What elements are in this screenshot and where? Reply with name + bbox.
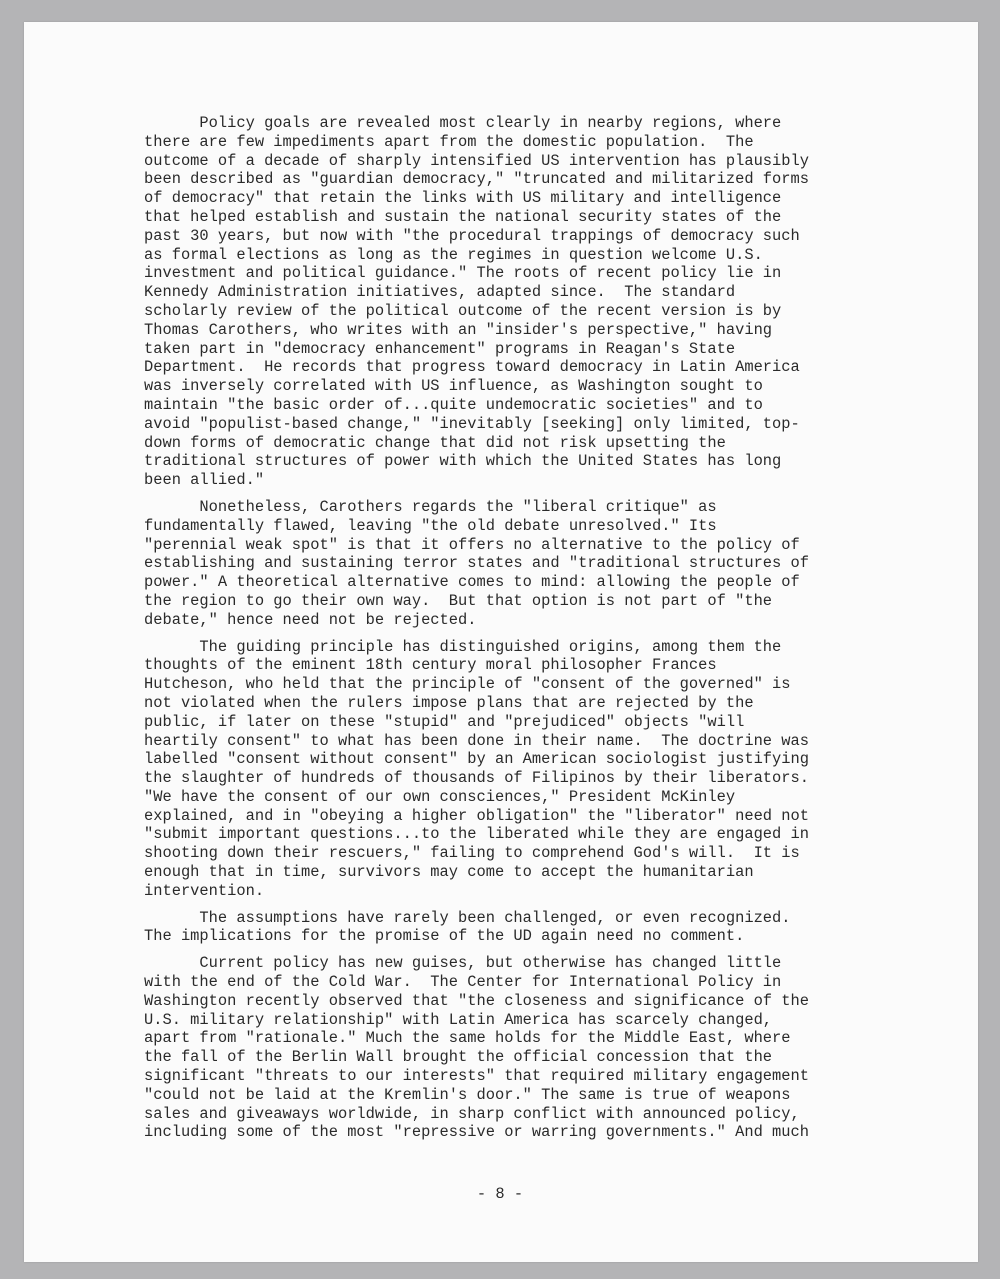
text-line: scholarly review of the political outcome of the recent version is by: [144, 301, 782, 320]
paragraph: [144, 114, 834, 490]
text-line: was inversely correlated with US influence, as Washington sought to: [144, 377, 763, 396]
text-line: fundamentally flawed, leaving "the old debate unresolved." Its: [144, 516, 717, 535]
text-line: Nonetheless, Carothers regards the "liberal critique" as: [144, 497, 717, 516]
text-line: including some of the most "repressive or warring governments." And much: [144, 1123, 809, 1142]
text-line: labelled "consent without consent" by an American sociologist justifying: [144, 750, 809, 769]
text-line: explained, and in "obeying a higher obligation" the "liberator" need not: [144, 806, 809, 825]
text-line: the fall of the Berlin Wall brought the official concession that the: [144, 1048, 773, 1067]
text-line: as formal elections as long as the regimes in question welcome U.S.: [144, 245, 763, 264]
text-line: shooting down their rescuers," failing to comprehend God's will. It is: [144, 844, 800, 863]
text-line: public, if later on these "stupid" and "prejudiced" objects "will: [144, 712, 745, 731]
text-line: power." A theoretical alternative comes to mind: allowing the people of: [144, 573, 800, 592]
text-line: enough that in time, survivors may come to accept the humanitarian: [144, 863, 754, 882]
text-line: Thomas Carothers, who writes with an "insider's perspective," having: [144, 320, 773, 339]
text-line: thoughts of the eminent 18th century moral philosopher Frances: [144, 656, 717, 675]
paragraph: [144, 638, 834, 901]
page-number: - 8 -: [476, 1185, 524, 1203]
text-line: "could not be laid at the Kremlin's door." The same is true of weapons: [144, 1085, 791, 1104]
text-line: of democracy" that retain the links with US military and intelligence: [144, 189, 782, 208]
paragraph: [144, 909, 834, 947]
text-line: The assumptions have rarely been challenged, or even recognized.: [144, 908, 791, 927]
text-line: Hutcheson, who held that the principle of "consent of the governed" is: [144, 675, 791, 694]
text-line: been allied.": [144, 471, 265, 490]
text-line: outcome of a decade of sharply intensified US intervention has plausibly: [144, 151, 809, 170]
text-line: The guiding principle has distinguished origins, among them the: [144, 637, 782, 656]
text-line: Policy goals are revealed most clearly in nearby regions, where: [144, 114, 782, 132]
text-line: traditional structures of power with which the United States has long: [144, 452, 782, 471]
text-line: investment and political guidance." The roots of recent policy lie in: [144, 264, 782, 283]
text-line: past 30 years, but now with "the procedural trappings of democracy such: [144, 226, 800, 245]
text-line: taken part in "democracy enhancement" programs in Reagan's State: [144, 339, 736, 358]
text-line: "submit important questions...to the liberated while they are engaged in: [144, 825, 809, 844]
text-line: Current policy has new guises, but otherwise has changed little: [144, 954, 782, 973]
text-line: The implications for the promise of the UD again need no comment.: [144, 927, 745, 946]
text-line: the slaughter of hundreds of thousands of Filipinos by their liberators.: [144, 769, 809, 788]
text-line: maintain "the basic order of...quite undemocratic societies" and to: [144, 395, 763, 414]
text-line: sales and giveaways worldwide, in sharp conflict with announced policy,: [144, 1104, 800, 1123]
text-line: the region to go their own way. But that option is not part of "the: [144, 591, 773, 610]
text-line: been described as "guardian democracy," "truncated and militarized forms: [144, 170, 809, 189]
text-line: "We have the consent of our own consciences," President McKinley: [144, 787, 736, 806]
text-line: that helped establish and sustain the national security states of the: [144, 207, 782, 226]
text-line: avoid "populist-based change," "inevitably [seeking] only limited, top-: [144, 414, 800, 433]
text-line: Department. He records that progress toward democracy in Latin America: [144, 358, 800, 377]
text-line: U.S. military relationship" with Latin America has scarcely changed,: [144, 1010, 773, 1029]
text-line: down forms of democratic change that did not risk upsetting the: [144, 433, 726, 452]
text-line: with the end of the Cold War. The Center for International Policy in: [144, 973, 782, 992]
text-line: intervention.: [144, 881, 265, 900]
text-line: apart from "rationale." Much the same holds for the Middle East, where: [144, 1029, 791, 1048]
text-line: debate," hence need not be rejected.: [144, 610, 477, 629]
text-line: "perennial weak spot" is that it offers no alternative to the policy of: [144, 535, 800, 554]
text-line: establishing and sustaining terror states and "traditional structures of: [144, 554, 809, 573]
paragraph: [144, 954, 834, 1142]
text-line: heartily consent" to what has been done in their name. The doctrine was: [144, 731, 809, 750]
text-line: Kennedy Administration initiatives, adapted since. The standard: [144, 283, 736, 302]
text-line: significant "threats to our interests" that required military engagement: [144, 1067, 809, 1086]
text-line: Washington recently observed that "the closeness and significance of the: [144, 991, 809, 1010]
document-body: [144, 114, 834, 1150]
text-line: not violated when the rulers impose plans that are rejected by the: [144, 693, 754, 712]
paragraph: [144, 498, 834, 630]
text-line: there are few impediments apart from the domestic population. The: [144, 132, 754, 151]
